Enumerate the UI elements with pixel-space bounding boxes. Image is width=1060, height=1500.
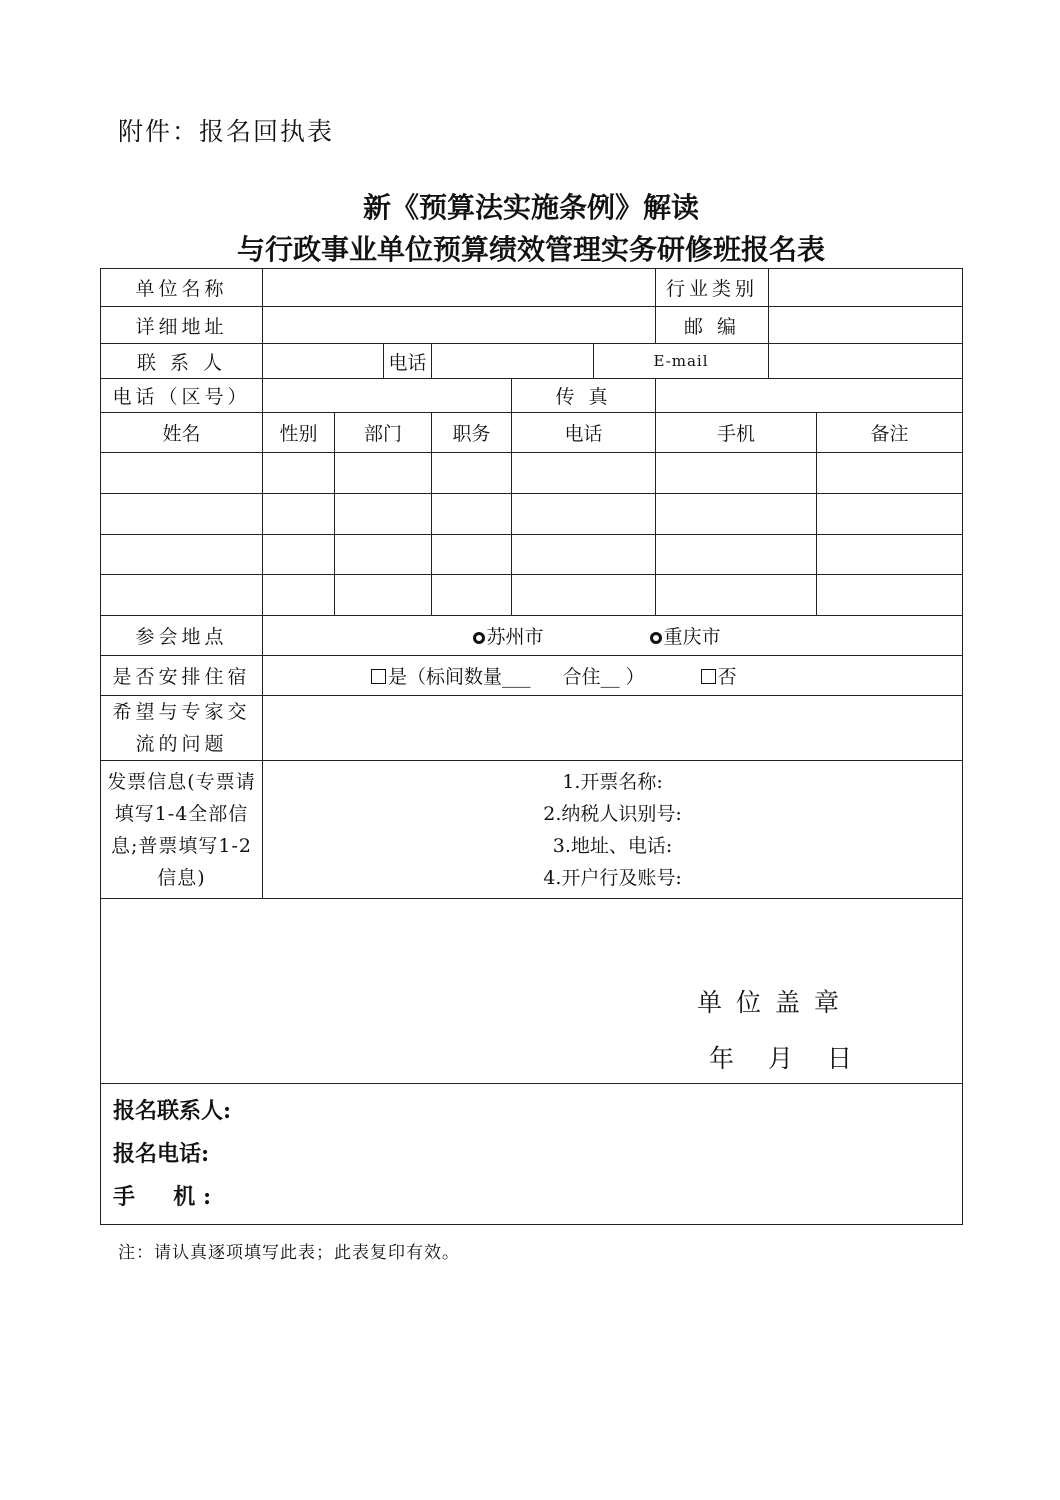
participant-gender-cell[interactable] [263,575,335,616]
header-phone: 电话 [512,413,656,453]
lodging-yes-option[interactable] [371,666,537,688]
participant-position-cell[interactable] [432,494,512,535]
row-venue [101,616,963,656]
header-position: 职务 [432,413,512,453]
invoice-lines[interactable] [263,761,963,899]
seal-label: 单位盖章 [697,988,854,1017]
checkbox-icon [371,669,386,684]
participant-mobile-cell[interactable] [656,535,817,575]
stamp-area [101,899,962,1083]
date-line [709,1039,852,1075]
questions-field[interactable] [263,696,963,761]
header-name: 姓名 [101,413,263,453]
venue-label: 参会地点 [101,616,263,656]
registration-contact: 报名联系人: [113,1097,232,1124]
participant-department-cell[interactable] [335,535,432,575]
participant-row [101,535,963,575]
participant-gender-cell[interactable] [263,494,335,535]
industry-field[interactable] [769,269,963,307]
row-stamp [101,899,963,1084]
participant-remark-cell[interactable] [817,535,963,575]
fax-field[interactable] [656,379,963,413]
participant-mobile-cell[interactable] [656,494,817,535]
participant-remark-cell[interactable] [817,575,963,616]
participant-name-cell[interactable] [101,575,263,616]
participant-gender-cell[interactable] [263,453,335,494]
row-lodging [101,656,963,696]
participant-phone-cell[interactable] [512,494,656,535]
email-label: E-mail [594,344,769,379]
radio-icon [473,632,485,644]
year-label: 年 [709,1044,735,1073]
phone-area-label: 电话（区号） [101,379,263,413]
participant-row [101,453,963,494]
address-field[interactable] [263,307,656,344]
participant-name-cell[interactable] [101,535,263,575]
participant-position-cell[interactable] [432,535,512,575]
email-field[interactable] [769,344,963,379]
row-unit-name [101,269,963,307]
row-contact [101,344,963,379]
lodging-share-text: 合住__ ） [562,666,645,688]
participant-gender-cell[interactable] [263,535,335,575]
participant-department-cell[interactable] [335,494,432,535]
participant-position-cell[interactable] [432,575,512,616]
participant-phone-cell[interactable] [512,575,656,616]
row-address [101,307,963,344]
participant-phone-cell[interactable] [512,535,656,575]
row-phone-area [101,379,963,413]
checkbox-icon [701,669,716,684]
attachment-label: 附件：报名回执表 [118,117,335,146]
row-invoice [101,761,963,899]
unit-name-label: 单位名称 [101,269,263,307]
phone-label: 电话 [384,344,432,379]
form-title-line1: 新《预算法实施条例》解读 [362,191,699,224]
contact-person-label: 联 系 人 [101,344,263,379]
invoice-line-address: 3.地址、电话: [552,834,673,857]
fax-label: 传 真 [512,379,656,413]
header-department: 部门 [335,413,432,453]
invoice-line-taxid: 2.纳税人识别号: [543,802,682,825]
participant-name-cell[interactable] [101,453,263,494]
phone-area-field[interactable] [263,379,512,413]
venue-chongqing-label: 重庆市 [663,626,721,648]
participant-row [101,575,963,616]
header-gender: 性别 [263,413,335,453]
row-registration [101,1084,963,1225]
participant-header-row [101,413,963,453]
industry-label: 行业类别 [656,269,769,307]
participant-phone-cell[interactable] [512,453,656,494]
venue-option-chongqing[interactable] [650,626,721,648]
header-mobile: 手机 [656,413,817,453]
lodging-no-option[interactable] [701,666,737,688]
participant-mobile-cell[interactable] [656,575,817,616]
header-remark: 备注 [817,413,963,453]
lodging-no-text: 否 [717,666,737,688]
postcode-label: 邮 编 [656,307,769,344]
invoice-line-name: 1.开票名称: [562,770,663,793]
registration-phone: 报名电话: [113,1140,210,1167]
address-label: 详细地址 [101,307,263,344]
day-label: 日 [827,1044,853,1073]
row-questions [101,696,963,761]
participant-mobile-cell[interactable] [656,453,817,494]
participant-remark-cell[interactable] [817,494,963,535]
registration-mobile: 手 机 : [113,1183,212,1210]
lodging-label: 是否安排住宿 [101,656,263,696]
participant-remark-cell[interactable] [817,453,963,494]
footnote: 注：请认真逐项填写此表；此表复印有效。 [118,1243,460,1263]
venue-option-suzhou[interactable] [473,626,550,648]
phone-field[interactable] [432,344,594,379]
venue-suzhou-label: 苏州市 [486,626,544,648]
registration-form-table [100,268,963,1225]
lodging-yes-text: 是（标间数量___ [388,666,531,688]
participant-department-cell[interactable] [335,453,432,494]
participant-name-cell[interactable] [101,494,263,535]
invoice-line-bank: 4.开户行及账号: [543,866,682,889]
participant-position-cell[interactable] [432,453,512,494]
participant-department-cell[interactable] [335,575,432,616]
invoice-label: 发票信息(专票请填写1-4全部信息;普票填写1-2信息) [101,761,263,899]
postcode-field[interactable] [769,307,963,344]
form-title-line2: 与行政事业单位预算绩效管理实务研修班报名表 [236,233,825,266]
participant-row [101,494,963,535]
questions-label: 希望与专家交流的问题 [101,696,263,761]
contact-person-field[interactable] [263,344,384,379]
month-label: 月 [768,1044,794,1073]
radio-icon [650,632,662,644]
unit-name-field[interactable] [263,269,656,307]
